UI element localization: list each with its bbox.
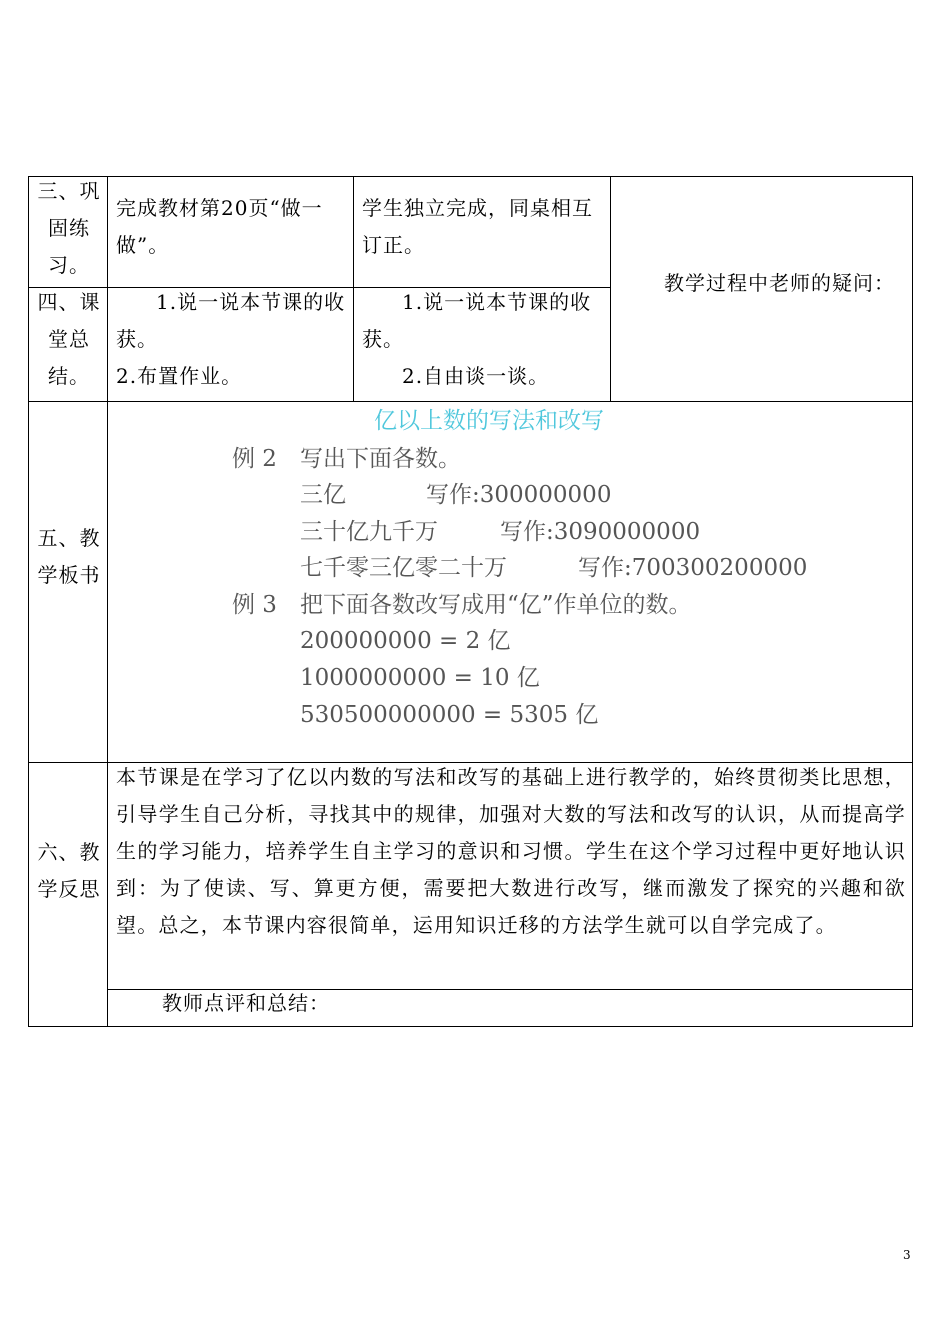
example-3-label: 例 3 bbox=[232, 592, 277, 618]
write-item-1-value: 写作:300000000 bbox=[426, 482, 612, 508]
summary-student-item-2: 2.自由谈一谈。 bbox=[402, 364, 550, 388]
summary-student-item-1: 1.说一说本节课的收获。 bbox=[362, 290, 592, 351]
reflection-text: 本节课是在学习了亿以内数的写法和改写的基础上进行教学的，始终贯彻类比思想，引导学生自己分析，寻找其中的规律，加强对大数的写法和改写的认识，从而提高学生的学习能力，培养学生自主学习的意识和习惯。学生在这个学习过程中更好地认识到：为了使读、写、算更方便，需要把大数进行改写，继而激发了探究的兴趣和欲望。总之，本节课内容很简单，运用知识迁移的方法学生就可以自学完成了。 bbox=[116, 765, 906, 937]
teacher-question-note: 教学过程中老师的疑问： bbox=[664, 271, 895, 295]
example-2-label: 例 2 bbox=[232, 446, 277, 472]
rewrite-item-3: 530500000000 = 5305 亿 bbox=[300, 702, 599, 728]
summary-teacher-item-1: 1.说一说本节课的收获。 bbox=[116, 290, 346, 351]
write-item-2-value: 写作:3090000000 bbox=[500, 519, 701, 545]
col-divider-student bbox=[610, 176, 611, 401]
col-divider-teacher bbox=[353, 176, 354, 401]
example-2-text: 写出下面各数。 bbox=[300, 446, 461, 472]
example-3-text: 把下面各数改写成用“亿”作单位的数。 bbox=[300, 592, 692, 618]
write-item-2-cn: 三十亿九千万 bbox=[300, 519, 438, 545]
board-title: 亿以上数的写法和改写 bbox=[374, 408, 604, 434]
teacher-comment-label: 教师点评和总结： bbox=[162, 991, 330, 1015]
summary-teacher-item-2: 2.布置作业。 bbox=[116, 364, 243, 388]
write-item-3-cn: 七千零三亿零二十万 bbox=[300, 555, 507, 581]
rewrite-item-2: 1000000000 = 10 亿 bbox=[300, 665, 540, 691]
table-border-left bbox=[28, 176, 29, 1027]
reflection-label: 六、教学反思 bbox=[37, 840, 101, 901]
rewrite-item-1: 200000000 = 2 亿 bbox=[300, 628, 511, 654]
practice-label: 三、巩固练习。 bbox=[37, 179, 101, 277]
summary-label: 四、课堂总结。 bbox=[37, 290, 101, 388]
page-number: 3 bbox=[903, 1248, 911, 1262]
practice-teacher-text: 完成教材第20页“做一做”。 bbox=[116, 196, 323, 257]
board-label: 五、教学板书 bbox=[37, 526, 101, 587]
write-item-1-cn: 三亿 bbox=[300, 482, 346, 508]
write-item-3-value: 写作:700300200000 bbox=[578, 555, 808, 581]
table-border-top bbox=[28, 176, 913, 177]
table-border-right bbox=[912, 176, 913, 1027]
col-divider-label bbox=[107, 176, 108, 1027]
table-border-bottom bbox=[28, 1026, 913, 1027]
practice-student-text: 学生独立完成，同桌相互订正。 bbox=[362, 196, 593, 257]
